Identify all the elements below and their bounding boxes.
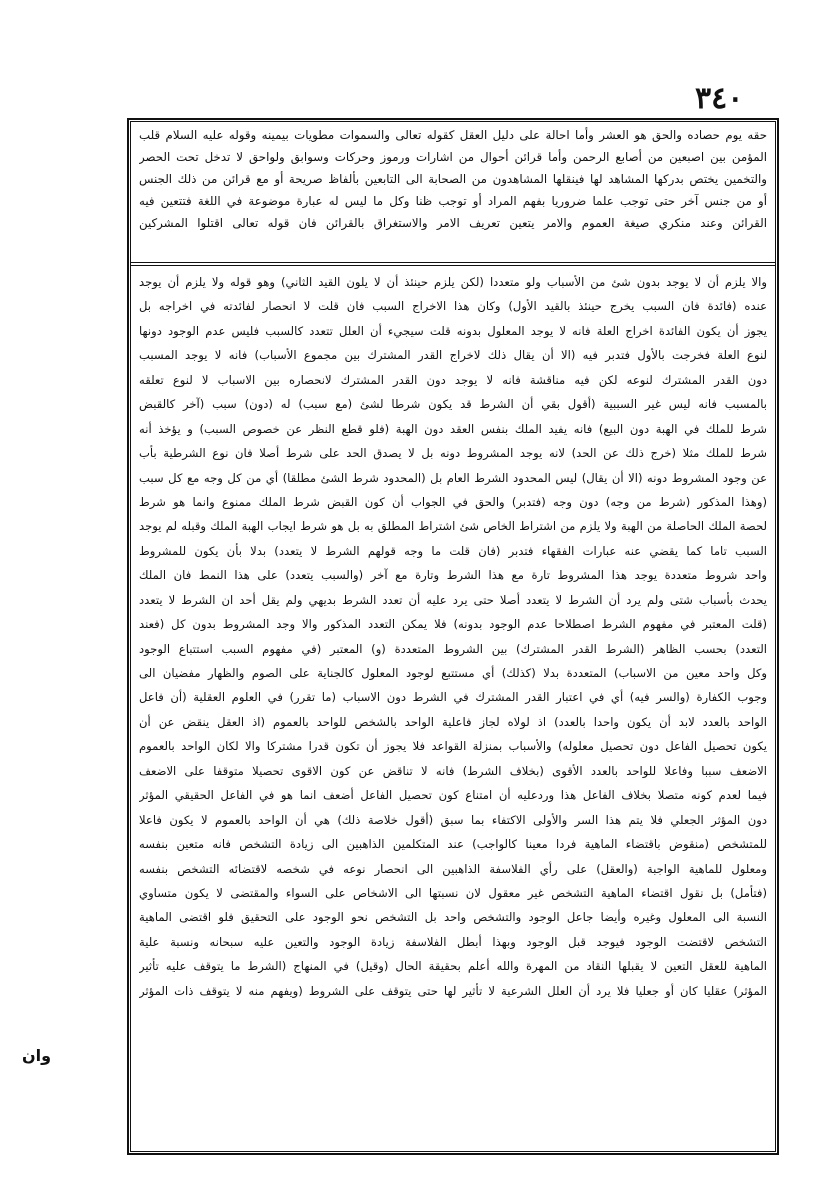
text-line: فيما لعدم كونه متصلا بخلاف الفاعل هذا وردعليه أن امتناع كون تحصيل الفاعل أضعف انما هو في الفاعل الحقيقي المؤثر	[139, 788, 767, 803]
text-line: شرط للملك مثلا (خرج ذلك عن الحد) لانه يوجد المشروط دونه بل لا يصدق الحد على شرط أصلا فان نوع الشرطية بأب	[139, 446, 767, 461]
catchword: وان	[22, 1046, 52, 1065]
text-line: التعدد) بحسب الظاهر (الشرط القدر المشترك) بين الشروط المتعددة (و) المعتبر (في مفهوم السبب استتباع الوجود	[139, 641, 767, 656]
text-line: الاضعف سببا وفاعلا للواحد بالعدد الأقوى (بخلاف الشرط) فانه لا تناقض عن كون الاقوى تحصيلا متوقفا على الاضعف	[139, 763, 767, 778]
text-line: حقه يوم حصاده والحق هو العشر وأما احالة على دليل العقل كقوله تعالى والسموات مطويات بيمينه وقوله عليه السلام قلب	[139, 128, 767, 142]
page-number: ٣٤٠	[695, 81, 744, 116]
text-line: الماهية للعقل التعين لا يقبلها النقاد من المهرة والله أعلم بحقيقة الحال (وقيل) في المنهاج (الشرط ما يتوقف عليه تأثير	[139, 959, 767, 974]
text-line: وكل واحد معين من الاسباب) المتعددة بدلا (كذلك) أي مستتبع لوجود المعلول كالجناية على الصوم والظهار مفضيان الى	[139, 666, 767, 680]
text-line: واحد شروط متعددة يوجد هذا المشروط تارة مع هذا الشرط وتارة مع آخر (والسبب يتعدد) على هذا النمط فان الملك	[139, 568, 767, 583]
text-frame	[127, 118, 779, 1178]
text-line: يحدث بأسباب شتى ولم يرد أن الشرط لا يتعدد أصلا حتى يرد عليه أن تعدد الشرط بديهي ولم يقل أحد ان الشرط لا يتعدد	[139, 592, 767, 607]
text-line: وجوب الكفارة (والسر فيه) أي في اعتبار القدر المشترك في الشرط دون الاسباب (ما تقرر) في العلوم العقلية (أن فاعل	[139, 690, 767, 705]
text-line: المؤمن بين اصبعين من أصابع الرحمن وأما قرائن أحوال من اشارات ورموز وحركات وسوابق ولواحق لا تدخل تحت الحصر	[139, 150, 767, 164]
text-line: لحصة الملك الحاصلة من الهبة ولا يلزم من اشتراط الخاص شئ اشتراط المطلق به بل هو شرط ايجاب الهبة الملك وقبله لم يوجد	[139, 519, 767, 534]
text-line: أو من جنس آخر حتى توجب علما ضروريا بفهم المراد أو توجب ظنا وكل ما ليس له عبارة موضوعة في اللغة فتتعين فيه	[139, 194, 767, 208]
text-line: التشخص لاقتضت الوجود فيوجد قبل الوجود وبهذا أبطل الفلاسفة زيادة الوجود والتعين عليه سبحانه ونسبة علية	[139, 934, 767, 949]
text-line: عنده (فائدة فان السبب يخرج حينئذ بالقيد الأول) وكان هذا الاخراج السبب فان قلت لا انحصار لفائدته في اخراجه بل	[139, 299, 767, 314]
text-line: والتخمين يختص بدركها المشاهد لها فينقلها المشاهدون من الصحابة الى التابعين بألفاظ صريحة أو مع قرائن من ذلك الجنس	[139, 172, 767, 186]
text-line: يكون تحصيل الفاعل دون تحصيل معلوله) والأسباب بمنزلة القواعد فلا يجوز أن تكون قدرا مشتركا والا لكان الواحد بالعموم	[139, 739, 767, 754]
text-line: دون القدر المشترك لنوعه لكن فيه مناقشة فانه لا يوجد دون القدر المشترك لانحصاره بين الاسباب لا لنوع تعلقه	[139, 372, 767, 387]
text-line: (فتأمل) بل نقول اقتضاء الماهية التشخص غير معقول لان نسبتها الى الاشخاص على السواء والمقتضى لا يكون متساوي	[139, 885, 767, 900]
text-line: والا يلزم أن لا يوجد بدون شئ من الأسباب ولو متعددا (لكن يلزم حينئذ أن لا يلون القيد الثاني) وهو قوله ولا يلزم أن يوجد	[139, 275, 767, 289]
text-line: النسبة الى المعلول وغيره وأيضا جاعل الوجود والتشخص واحد بل التشخص نحو الوجود على التحقيق فلو اقتضى الماهية	[139, 910, 767, 925]
text-line: شرط للملك في الهبة دون البيع) فانه يفيد الملك بنفس العقد دون الهبة (فلو قطع النظر عن خصوص السبب) و يؤخذ أنه	[139, 421, 767, 436]
text-line: السبب تاما كما يقضي عنه عبارات الفقهاء فتدبر (فان قلت ما وجه قولهم الشرط لا يتعدد) بدلا بأن يكون للمشروط	[139, 543, 767, 558]
text-line: دون المؤثر الجعلي فلا يتم هذا السر والأولى الاكتفاء بما سبق (أقول خلاصة ذلك) هي أن الواحد بالعموم لا يكون فاعلا	[139, 812, 767, 827]
text-line: بالمسبب فانه ليس غير السببية (أقول بقي أن الشرط قد يكون شرطا لشئ (مع سبب) له (دون) سبب (آخر كالقبض	[139, 397, 767, 412]
text-line: عن وجود المشروط دونه (الا أن يقال) ليس المحدود الشرط العام بل (المحدود شرط الشئ مطلقا) أي من كل وجه مع كل سبب	[139, 470, 767, 485]
section-divider	[130, 262, 776, 266]
text-line: (وهذا المذكور (شرط من وجه) دون وجه (فتدبر) والحق في الجواب أن كون القبض شرط الملك ممنوع وانما هو شرط	[139, 494, 767, 509]
text-line: المؤثر) عقليا كان أو جعليا فلا يرد أن العلل الشرعية لا تأثير لها حتى يتوقف على الشروط (ويفهم منه لا يتوقف ذات المؤثر	[139, 983, 767, 998]
text-line: الواحد بالعدد لابد أن يكون واحدا بالعدد) اذ لولاه لجاز فاعلية الواحد بالشخص للواحد بالعموم (اذ العقل ينقض عن أن	[139, 714, 767, 729]
text-line: ومعلول للماهية الواجبة (والعقل) على رأي الفلاسفة الذاهبين الى انحصار نوعه في شخصه لاقتضائه التشخص بنفسه	[139, 861, 767, 876]
upper-text-block	[139, 124, 767, 234]
text-line: للمتشخص (منقوض باقتضاء الماهية فردا معينا كالواجب) عند المتكلمين الذاهبين الى زيادة التشخص فانه متعين بنفسه	[139, 837, 767, 852]
text-line: لنوع العلة فخرجت بالأول فتدبر فيه (الا أن يقال ذلك لاخراج القدر المشترك بين مجموع الأسباب) فانه لا يوجد المسبب	[139, 348, 767, 363]
text-line: يجوز أن يكون الفائدة اخراج العلة فانه لا يوجد المعلول بدونه قلت سيجيء أن العلل تتعدد كالسبب فليس عدم الوجود دونها	[139, 323, 767, 338]
text-line: القرائن وعند منكري صيغة العموم والامر يتعين تعريف الامر والاستغراق بالقرائن فان قوله تعالى اقتلوا المشركين	[139, 216, 767, 230]
text-line: (قلت المعتبر في مفهوم الشرط اصطلاحا عدم الوجود بدونه) فلا يمكن التعدد المذكور والا وجد المشروط بدون كل (فعند	[139, 617, 767, 632]
lower-text-block	[139, 270, 767, 1003]
